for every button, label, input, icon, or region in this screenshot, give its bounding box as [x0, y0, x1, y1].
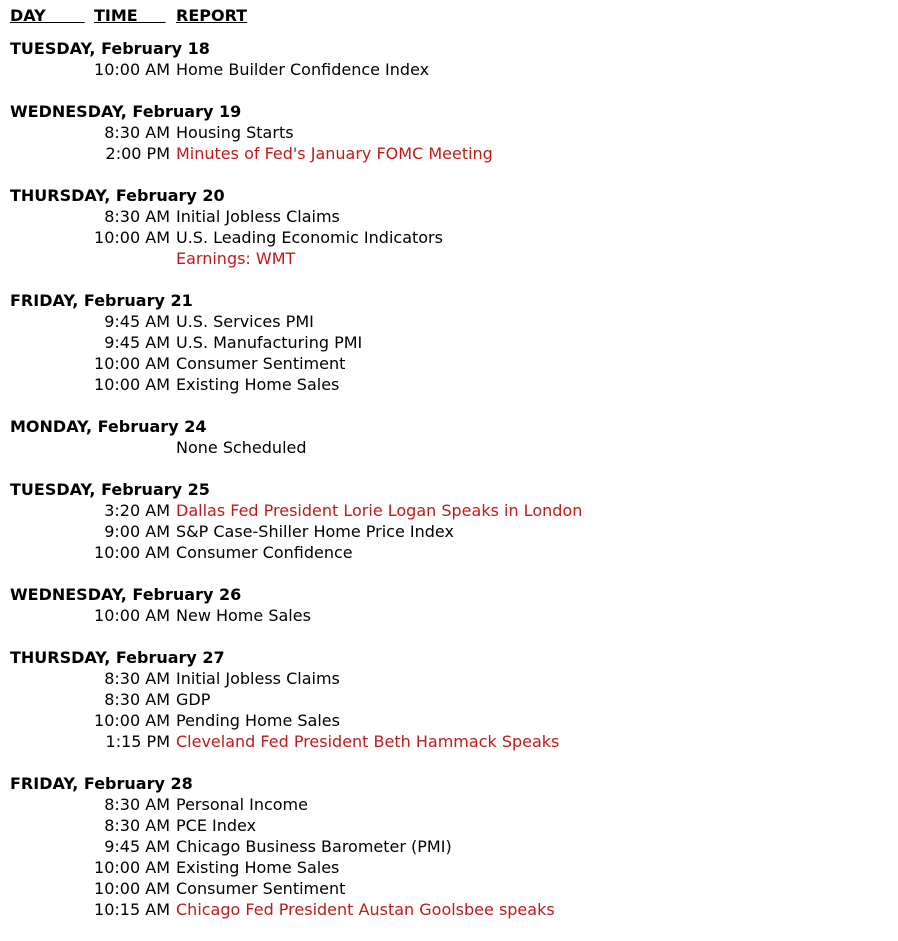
event-row [0, 311, 898, 332]
column-headers [0, 5, 898, 26]
header-report: REPORT [176, 6, 248, 25]
event-row [0, 143, 898, 164]
event-row [0, 206, 898, 227]
event-row [0, 122, 898, 143]
header-day: DAY [10, 6, 85, 25]
event-row [0, 731, 898, 752]
economic-calendar [0, 38, 898, 941]
event-row [0, 500, 898, 521]
event-report: GDP [176, 690, 211, 709]
event-row [0, 332, 898, 353]
event-report: Consumer Sentiment [176, 354, 346, 373]
event-report: Earnings: WMT [176, 249, 296, 268]
day-label: MONDAY, February 24 [10, 417, 207, 436]
day-block [0, 38, 898, 80]
event-report: Pending Home Sales [176, 711, 340, 730]
event-report: U.S. Leading Economic Indicators [176, 228, 443, 247]
event-time: 10:00 AM [94, 354, 170, 373]
event-time: 10:00 AM [94, 858, 170, 877]
event-report: U.S. Services PMI [176, 312, 314, 331]
event-report: Chicago Business Barometer (PMI) [176, 837, 452, 856]
day-block [0, 416, 898, 458]
event-time: 10:00 AM [94, 606, 170, 625]
event-row [0, 521, 898, 542]
day-label: WEDNESDAY, February 26 [10, 585, 242, 604]
event-row [0, 353, 898, 374]
day-label: FRIDAY, February 21 [10, 291, 193, 310]
event-time: 8:30 AM [104, 690, 170, 709]
event-report: Cleveland Fed President Beth Hammack Speaks [176, 732, 560, 751]
event-time: 10:00 AM [94, 375, 170, 394]
day-label: WEDNESDAY, February 19 [10, 102, 242, 121]
event-row [0, 857, 898, 878]
event-row [0, 878, 898, 899]
event-time: 10:15 AM [94, 900, 170, 919]
event-report: Housing Starts [176, 123, 294, 142]
event-row [0, 59, 898, 80]
event-row [0, 836, 898, 857]
event-row [0, 437, 898, 458]
day-label: THURSDAY, February 27 [10, 648, 225, 667]
day-block [0, 647, 898, 752]
event-report: Consumer Sentiment [176, 879, 346, 898]
event-report: Existing Home Sales [176, 375, 340, 394]
event-time: 3:20 AM [104, 501, 170, 520]
event-row [0, 668, 898, 689]
event-time: 10:00 AM [94, 543, 170, 562]
day-label: TUESDAY, February 25 [10, 480, 210, 499]
day-block [0, 773, 898, 920]
event-report: Chicago Fed President Austan Goolsbee speaks [176, 900, 555, 919]
event-time: 9:45 AM [104, 333, 170, 352]
event-time: 10:00 AM [94, 228, 170, 247]
event-report: Initial Jobless Claims [176, 669, 340, 688]
event-report: Minutes of Fed's January FOMC Meeting [176, 144, 493, 163]
event-row [0, 815, 898, 836]
event-report: Consumer Confidence [176, 543, 353, 562]
event-time: 8:30 AM [104, 207, 170, 226]
event-time: 9:45 AM [104, 312, 170, 331]
event-row [0, 899, 898, 920]
event-row [0, 689, 898, 710]
event-time: 9:00 AM [104, 522, 170, 541]
event-time: 8:30 AM [104, 795, 170, 814]
day-block [0, 290, 898, 395]
event-time: 10:00 AM [94, 711, 170, 730]
event-row [0, 605, 898, 626]
event-row [0, 248, 898, 269]
event-time: 8:30 AM [104, 816, 170, 835]
event-row [0, 710, 898, 731]
header-time: TIME [94, 6, 166, 25]
event-row [0, 542, 898, 563]
event-time: 8:30 AM [104, 669, 170, 688]
event-time: 2:00 PM [105, 144, 170, 163]
event-report: S&P Case-Shiller Home Price Index [176, 522, 454, 541]
event-time: 9:45 AM [104, 837, 170, 856]
event-report: Personal Income [176, 795, 308, 814]
day-block [0, 584, 898, 626]
event-row [0, 794, 898, 815]
event-time: 10:00 AM [94, 879, 170, 898]
day-block [0, 101, 898, 164]
day-label: FRIDAY, February 28 [10, 774, 193, 793]
event-time: 10:00 AM [94, 60, 170, 79]
event-report: U.S. Manufacturing PMI [176, 333, 363, 352]
event-report: Existing Home Sales [176, 858, 340, 877]
day-label: THURSDAY, February 20 [10, 186, 225, 205]
day-label: TUESDAY, February 18 [10, 39, 210, 58]
event-report: Dallas Fed President Lorie Logan Speaks in London [176, 501, 583, 520]
event-time: 1:15 PM [105, 732, 170, 751]
event-report: PCE Index [176, 816, 257, 835]
day-block [0, 479, 898, 563]
event-row [0, 374, 898, 395]
event-report: Home Builder Confidence Index [176, 60, 430, 79]
event-row [0, 227, 898, 248]
event-report: New Home Sales [176, 606, 311, 625]
event-report: None Scheduled [176, 438, 307, 457]
day-block [0, 185, 898, 269]
event-time: 8:30 AM [104, 123, 170, 142]
event-report: Initial Jobless Claims [176, 207, 340, 226]
